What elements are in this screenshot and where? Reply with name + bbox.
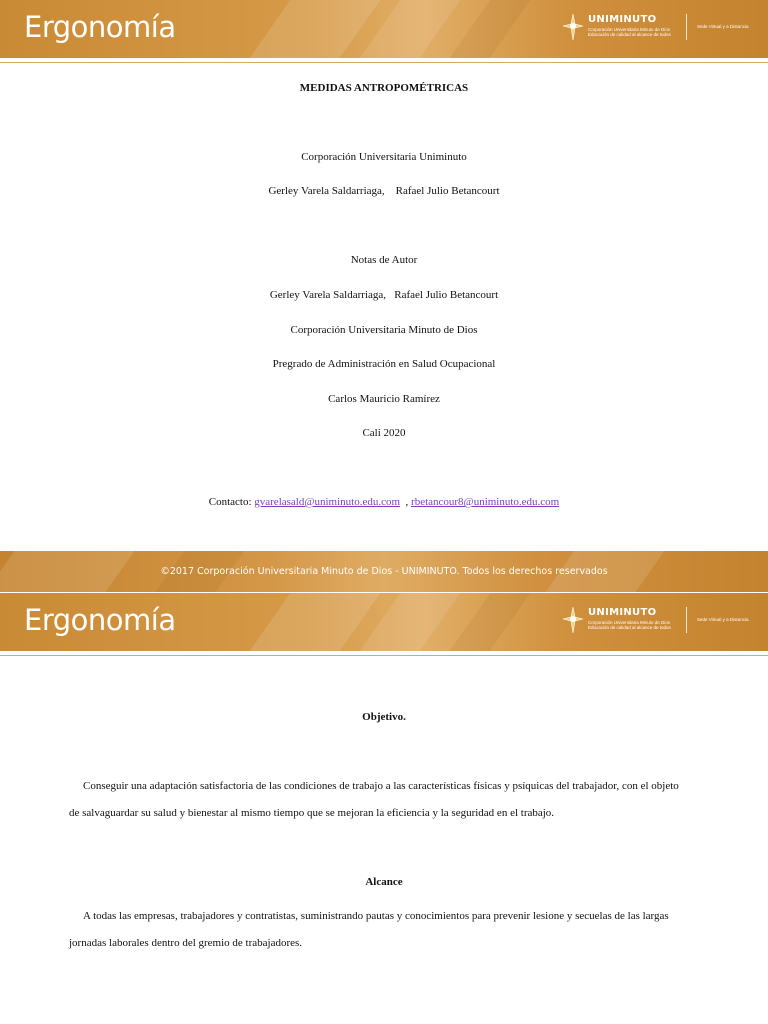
notes-authors: Gerley Varela Saldarriaga, Rafael Julio Betancourt (269, 289, 499, 301)
uniminuto-logo-icon (562, 12, 584, 42)
header-rule (0, 62, 768, 63)
contact-line (0, 496, 768, 508)
header-title: Ergonomía (24, 10, 176, 44)
notes-heading: Notas de Autor (350, 254, 418, 266)
email-separator: , (400, 496, 412, 508)
uniminuto-logo-icon (562, 605, 584, 635)
header-title: Ergonomía (24, 603, 176, 637)
contact-label: Contacto: (208, 496, 255, 508)
page1-header-banner (0, 0, 768, 58)
logo-subtitle: Corporación Universitaria Minuto de Dios Educación de calidad al alcance de todos (588, 620, 671, 630)
email-link-1[interactable]: gvarelasald@uniminuto.edu.com (254, 496, 401, 508)
scope-heading: Alcance (365, 876, 403, 888)
notes-institution: Corporación Universitaria Minuto de Dios (290, 324, 478, 336)
uniminuto-logo (562, 605, 762, 639)
place-date-line: Cali 2020 (362, 427, 406, 439)
authors-line: Gerley Varela Saldarriaga, Rafael Julio Betancourt (268, 185, 500, 197)
logo-name: UNIMINUTO (588, 14, 657, 25)
footer-copyright: ©2017 Corporación Universitaria Minuto de Dios - UNIMINUTO. Todos los derechos reservados (160, 566, 608, 577)
program-line: Pregrado de Administración en Salud Ocupacional (272, 358, 496, 370)
page2-header-banner (0, 593, 768, 651)
header-rule (0, 655, 768, 656)
institution-line: Corporación Universitaria Uniminuto (301, 151, 467, 163)
logo-subtitle: Corporación Universitaria Minuto de Dios Educación de calidad al alcance de todos (588, 27, 671, 37)
logo-right-label: Sede Virtual y a Distancia (697, 617, 749, 622)
document-title: MEDIDAS ANTROPOMÉTRICAS (299, 82, 469, 94)
teacher-line: Carlos Mauricio Ramírez (328, 393, 440, 405)
email-link-2[interactable]: rbetancour8@uniminuto.edu.com (411, 496, 560, 508)
page-footer-banner (0, 551, 768, 592)
logo-divider (686, 607, 687, 633)
scope-paragraph: A todas las empresas, trabajadores y contratistas, suministrando pautas y conocimientos para prevenir lesione y secuelas de las largas jornadas laborales dentro del gremio de trabajadores. (69, 910, 669, 949)
uniminuto-logo (562, 12, 762, 46)
logo-name: UNIMINUTO (588, 607, 657, 618)
objective-paragraph: Conseguir una adaptación satisfactoria de las condiciones de trabajo a las características físicas y psíquicas del trabajador, con el objeto de salvaguardar su salud y bienestar al mismo tiempo que se mejoran la eficiencia y la seguridad en el trabajo. (69, 780, 679, 819)
objective-heading: Objetivo. (362, 711, 406, 723)
logo-divider (686, 14, 687, 40)
logo-right-label: Sede Virtual y a Distancia (697, 24, 749, 29)
